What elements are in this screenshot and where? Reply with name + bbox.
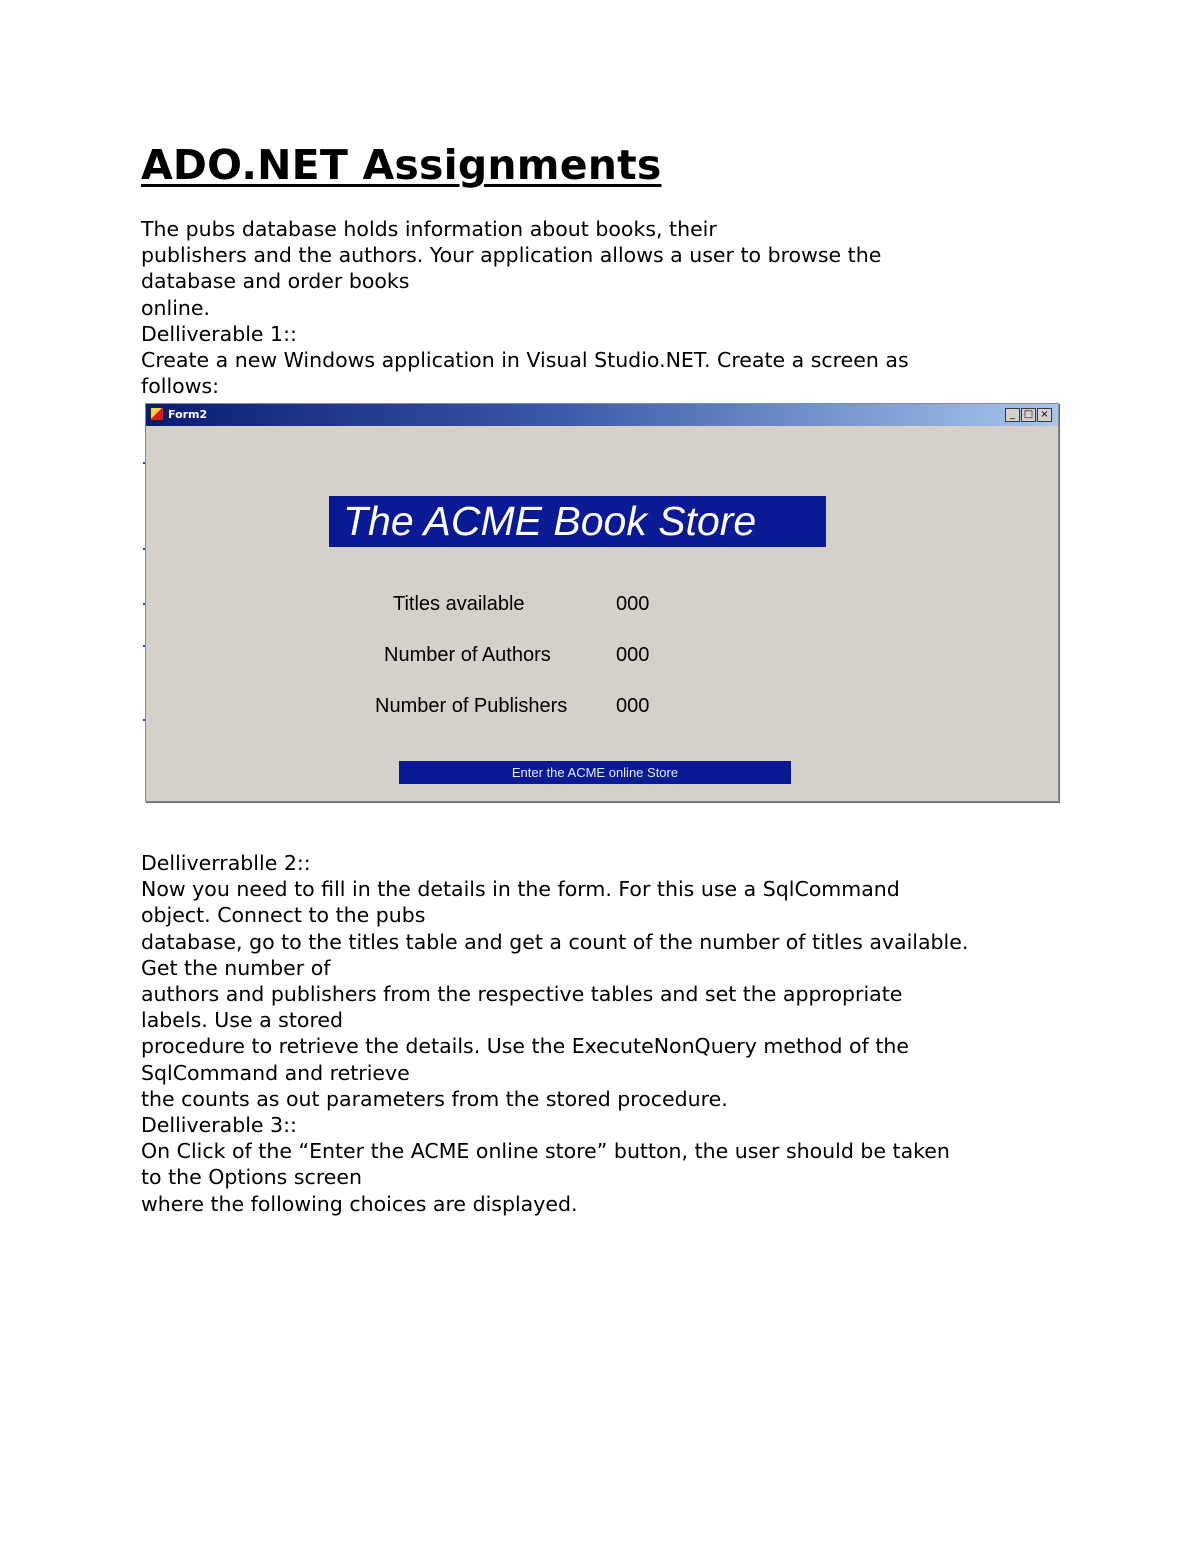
deliverable-2-line: the counts as out parameters from the stored procedure.	[141, 1086, 728, 1111]
deliverable-2-line: Get the number of	[141, 955, 331, 980]
minimize-icon[interactable]: _	[1005, 408, 1020, 422]
deliverable-2-line: procedure to retrieve the details. Use the ExecuteNonQuery method of the	[141, 1034, 909, 1059]
close-icon[interactable]: ×	[1037, 408, 1052, 422]
deliverable-2-line: database, go to the titles table and get a count of the number of titles available.	[141, 929, 969, 954]
deliverable-3-heading: Delliverable 3::	[141, 1113, 297, 1138]
window-titlebar[interactable]	[146, 404, 1058, 426]
store-banner: The ACME Book Store	[329, 496, 826, 547]
publishers-count-value: 000	[616, 695, 650, 717]
intro-line: online.	[141, 295, 211, 320]
publishers-count-label: Number of Publishers	[375, 695, 568, 717]
deliverable-2-heading: Delliverrablle 2::	[141, 851, 311, 875]
deliverable-3-line: On Click of the “Enter the ACME online store” button, the user should be taken	[141, 1139, 950, 1164]
app-icon	[150, 407, 164, 421]
deliverable-2-line: object. Connect to the pubs	[141, 903, 426, 928]
window-title: Form2	[168, 408, 208, 421]
deliverable-2-line: authors and publishers from the respective tables and set the appropriate	[141, 982, 903, 1007]
intro-section	[141, 216, 1071, 399]
intro-line: The pubs database holds information about books, their	[141, 217, 717, 241]
intro-line: database and order books	[141, 269, 410, 294]
enter-store-button[interactable]: Enter the ACME online Store	[399, 761, 791, 784]
deliverable-3-line: to the Options screen	[141, 1165, 363, 1190]
maximize-icon[interactable]: □	[1021, 408, 1036, 422]
deliverable-2-line: SqlCommand and retrieve	[141, 1060, 410, 1085]
titles-available-label: Titles available	[393, 593, 525, 615]
deliverable-2-line: labels. Use a stored	[141, 1008, 344, 1033]
page-title: ADO.NET Assignments	[141, 141, 662, 189]
deliverable-1-heading: Delliverable 1::	[141, 321, 297, 346]
deliverable-1-line: follows:	[141, 374, 220, 399]
deliverables-section	[141, 850, 1071, 1217]
authors-count-label: Number of Authors	[384, 644, 551, 666]
deliverable-3-line: where the following choices are displayed.	[141, 1191, 578, 1216]
titles-available-value: 000	[616, 593, 650, 615]
form-screenshot	[145, 403, 1059, 802]
intro-line: publishers and the authors. Your application allows a user to browse the	[141, 243, 882, 268]
deliverable-2-line: Now you need to fill in the details in the form. For this use a SqlCommand	[141, 877, 900, 902]
authors-count-value: 000	[616, 644, 650, 666]
deliverable-1-line: Create a new Windows application in Visual Studio.NET. Create a screen as	[141, 348, 909, 373]
